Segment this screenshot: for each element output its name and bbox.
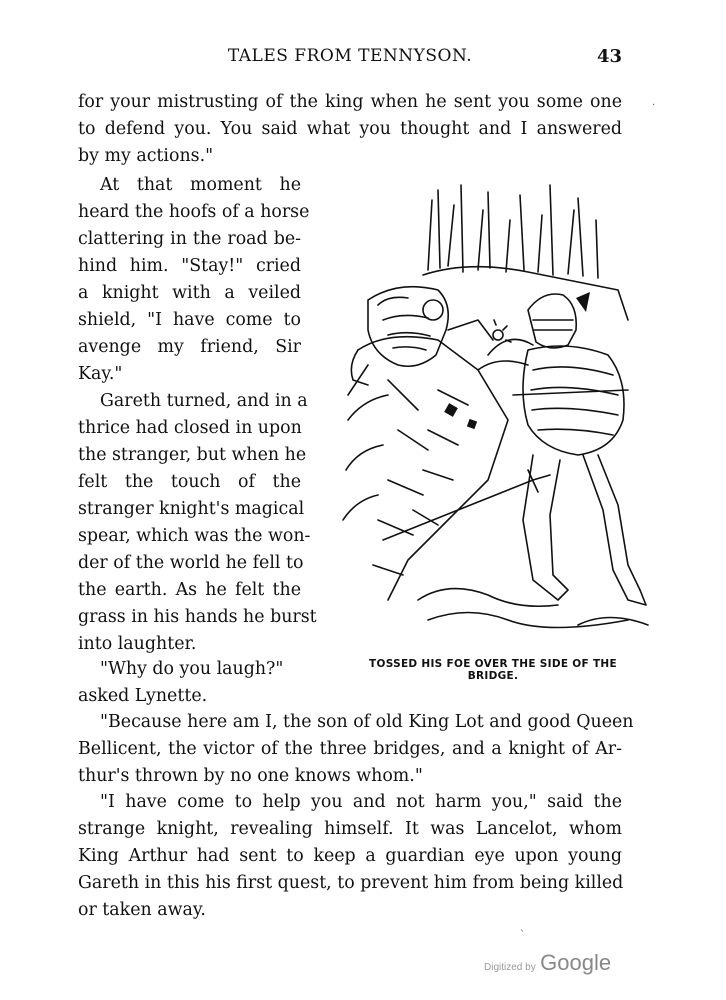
speck-mark: · [652, 100, 656, 111]
text-line: King Arthur had sent to keep a guardian eye upon young [78, 846, 622, 866]
paragraph-because [78, 709, 634, 790]
watermark-prefix: Digitized by [484, 962, 536, 973]
digitized-watermark [484, 950, 611, 976]
page-header [78, 46, 622, 72]
text-line: spear, which was the won- [78, 526, 311, 546]
figure-caption [326, 658, 660, 682]
google-logo: Google [540, 950, 612, 975]
text-line: the earth. As he felt the [78, 580, 301, 600]
paragraph-gareth-turned [78, 388, 317, 658]
text-line: avenge my friend, Sir [78, 337, 301, 357]
text-line: a knight with a veiled [78, 283, 301, 303]
paragraph-hoofs [78, 172, 310, 388]
text-line: strange knight, revealing himself. It was Lancelot, whom [78, 819, 622, 839]
text-line: hind him. "Stay!" cried [78, 256, 301, 276]
text-line: Gareth turned, and in a [100, 391, 308, 411]
speck-mark: ˋ [520, 930, 525, 941]
paragraph-lancelot [78, 789, 622, 924]
text-line: shield, "I have come to [78, 310, 301, 330]
text-line: thur's thrown by no one knows whom." [78, 766, 423, 786]
running-title: TALES FROM TENNYSON. [227, 46, 473, 66]
text-line: felt the touch of the [78, 472, 301, 492]
text-line: asked Lynette. [78, 686, 208, 706]
text-line: the stranger, but when he [78, 445, 307, 465]
text-line: Gareth in this his first quest, to prevent him from being killed [78, 873, 624, 893]
text-line: stranger knight's magical [78, 499, 305, 519]
caption-line: TOSSED HIS FOE OVER THE SIDE OF THE [369, 658, 617, 670]
knights-illustration [328, 180, 660, 650]
text-line: to defend you. You said what you thought and I answered [78, 119, 622, 139]
text-line: At that moment he [100, 175, 301, 195]
text-line: der of the world he fell to [78, 553, 304, 573]
text-line: "Because here am I, the son of old King Lot and good Queen [100, 712, 634, 732]
page-number: 43 [596, 46, 622, 67]
text-line: clattering in the road be- [78, 229, 301, 249]
text-line: grass in his hands he burst [78, 607, 317, 627]
paragraph-why-laugh [78, 656, 301, 710]
text-line: Bellicent, the victor of the three bridges, and a knight of Ar- [78, 739, 622, 759]
caption-line: BRIDGE. [467, 670, 519, 682]
text-line: Kay." [78, 364, 123, 384]
text-line: heard the hoofs of a horse [78, 202, 310, 222]
text-line: into laughter. [78, 634, 197, 654]
text-line: "I have come to help you and not harm you," said the [100, 792, 622, 812]
paragraph-continuation [78, 89, 622, 170]
text-line: or taken away. [78, 900, 206, 920]
text-line: by my actions." [78, 146, 214, 166]
text-line: thrice had closed in upon [78, 418, 302, 438]
text-line: for your mistrusting of the king when he sent you some one [78, 92, 622, 112]
text-line: "Why do you laugh?" [100, 659, 284, 679]
